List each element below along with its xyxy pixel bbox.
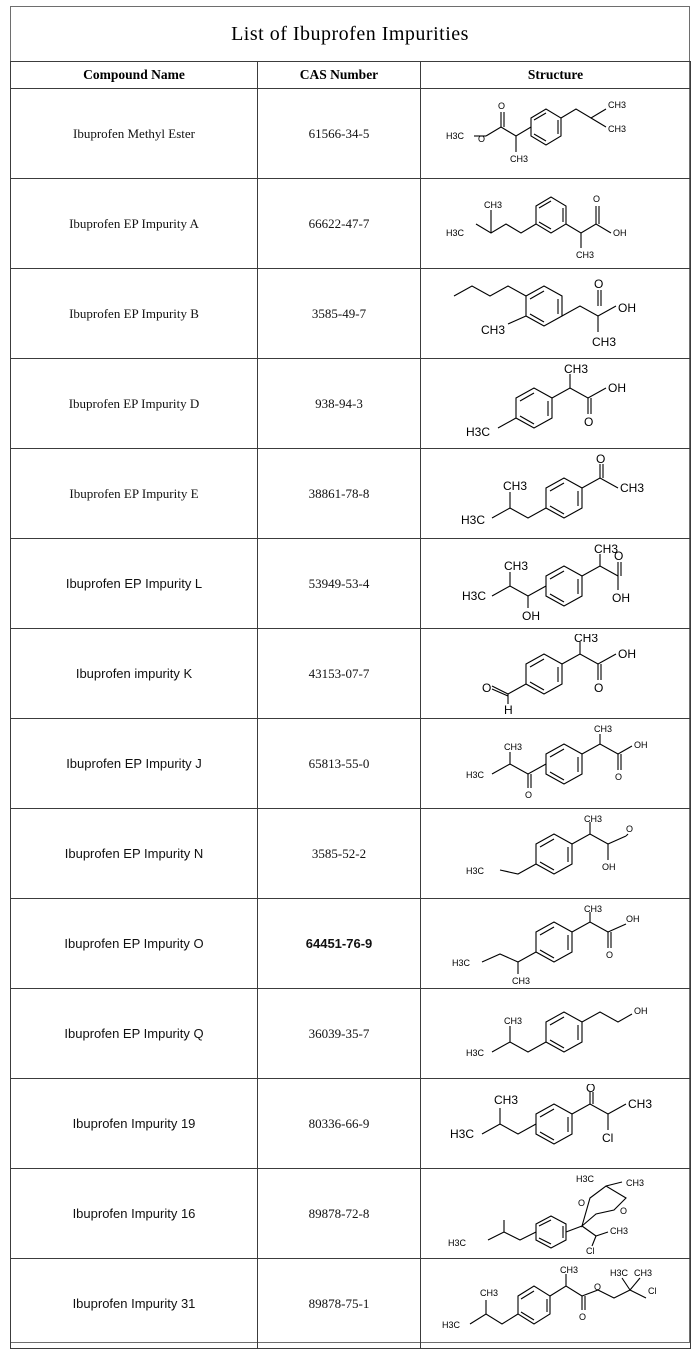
svg-text:CH3: CH3 [559,1264,578,1275]
column-header-cas-number: CAS Number [258,62,421,89]
compound-name: Ibuprofen impurity K [11,629,258,719]
svg-text:OH: OH [633,1005,647,1016]
svg-text:H3C: H3C [465,865,484,876]
cas-number: 66622-47-7 [258,179,421,269]
impurity-19-structure [426,1084,686,1164]
svg-text:CH3: CH3 [633,1267,652,1278]
svg-text:H3C: H3C [465,1047,484,1058]
svg-text:O: O [619,1205,627,1216]
structure-cell [421,1079,691,1169]
structure-cell [421,719,691,809]
structure-cell [421,539,691,629]
svg-text:H3C: H3C [460,512,485,527]
table-row [11,629,691,719]
svg-text:O: O [593,680,603,695]
svg-text:OH: OH [617,300,636,315]
impurity-31-structure [426,1264,686,1344]
svg-text:OH: OH [612,227,626,238]
svg-text:O: O [477,133,485,144]
svg-text:CH3: CH3 [503,558,528,573]
svg-text:O: O [481,680,491,695]
svg-text:Cl: Cl [647,1285,656,1296]
svg-text:CH3: CH3 [573,633,598,645]
compound-name: Ibuprofen EP Impurity N [11,809,258,899]
table-row [11,179,691,269]
svg-text:O: O [585,1083,595,1095]
structure-cell [421,1259,691,1349]
compound-name: Ibuprofen EP Impurity L [11,539,258,629]
svg-text:H: H [503,702,513,714]
compound-name: Ibuprofen EP Impurity J [11,719,258,809]
cas-number: 3585-52-2 [258,809,421,899]
svg-text:O: O [524,789,532,800]
svg-text:CH3: CH3 [619,480,644,495]
column-header-structure: Structure [421,62,691,89]
svg-text:H3C: H3C [445,227,464,238]
table-row [11,1079,691,1169]
structure-cell [421,449,691,539]
page-title: List of Ibuprofen Impurities [231,22,469,45]
svg-text:O: O [497,100,505,111]
cas-number: 65813-55-0 [258,719,421,809]
cas-number: 53949-53-4 [258,539,421,629]
svg-text:H3C: H3C [445,130,464,141]
svg-text:CH3: CH3 [503,741,522,752]
compound-name: Ibuprofen Impurity 16 [11,1169,258,1259]
svg-text:H3C: H3C [441,1319,460,1330]
svg-text:Cl: Cl [585,1245,594,1254]
svg-text:H3C: H3C [575,1173,594,1184]
svg-text:O: O [613,548,623,563]
impurity-l-structure [426,544,686,624]
impurities-table [10,61,691,1349]
table-row [11,1169,691,1259]
cas-number: 80336-66-9 [258,1079,421,1169]
svg-text:CH3: CH3 [593,723,612,734]
structure-cell [421,989,691,1079]
table-row [11,539,691,629]
compound-name: Ibuprofen EP Impurity A [11,179,258,269]
svg-text:CH3: CH3 [583,813,602,824]
cas-number: 938-94-3 [258,359,421,449]
structure-cell [421,269,691,359]
svg-text:OH: OH [625,913,639,924]
structure-cell [421,629,691,719]
svg-text:CH3: CH3 [583,903,602,914]
impurity-j-structure [426,724,686,804]
compound-name: Ibuprofen Impurity 31 [11,1259,258,1349]
table-row [11,989,691,1079]
structure-cell [421,809,691,899]
svg-text:O: O [592,193,600,204]
table-row [11,809,691,899]
impurity-n-structure [426,814,686,894]
cas-number: 64451-76-9 [258,899,421,989]
cas-number: 61566-34-5 [258,89,421,179]
svg-text:O: O [578,1311,586,1322]
svg-text:OH: OH [521,608,540,623]
svg-text:CH3: CH3 [607,123,626,134]
impurity-d-structure [426,364,686,444]
impurity-16-structure [426,1174,686,1254]
impurity-b-structure [426,274,686,354]
svg-text:CH3: CH3 [625,1177,644,1188]
svg-text:CH3: CH3 [479,1287,498,1298]
svg-text:O: O [614,771,622,782]
table-row [11,269,691,359]
svg-text:CH3: CH3 [502,478,527,493]
svg-text:CH3: CH3 [575,249,594,260]
svg-text:Cl: Cl [601,1130,613,1145]
cas-number: 89878-72-8 [258,1169,421,1259]
svg-text:OH: OH [611,590,630,605]
svg-text:CH3: CH3 [493,1092,518,1107]
svg-text:CH3: CH3 [591,334,616,349]
svg-text:H3C: H3C [449,1126,474,1141]
compound-name: Ibuprofen EP Impurity D [11,359,258,449]
svg-text:CH3: CH3 [627,1096,652,1111]
svg-text:CH3: CH3 [509,153,528,164]
cas-number: 89878-75-1 [258,1259,421,1349]
cas-number: 38861-78-8 [258,449,421,539]
structure-cell [421,359,691,449]
svg-text:CH3: CH3 [609,1225,628,1236]
compound-name: Ibuprofen EP Impurity O [11,899,258,989]
svg-text:H3C: H3C [461,588,486,603]
ibuprofen-methyl-ester-structure [426,94,686,174]
table-row [11,449,691,539]
impurity-e-structure [426,454,686,534]
svg-text:OH: OH [617,646,636,661]
svg-text:H3C: H3C [451,957,470,968]
impurity-q-structure [426,994,686,1074]
compound-name: Ibuprofen EP Impurity Q [11,989,258,1079]
svg-text:O: O [593,276,603,291]
structure-cell [421,899,691,989]
svg-text:OH: OH [607,380,626,395]
impurity-a-structure [426,184,686,264]
compound-name: Ibuprofen Impurity 19 [11,1079,258,1169]
svg-text:O: O [625,823,633,834]
compound-name: Ibuprofen EP Impurity B [11,269,258,359]
table-header-row [11,62,691,89]
compound-name: Ibuprofen EP Impurity E [11,449,258,539]
impurity-o-structure [426,904,686,984]
svg-text:O: O [593,1281,601,1292]
svg-text:H3C: H3C [609,1267,628,1278]
column-header-compound-name: Compound Name [11,62,258,89]
svg-text:O: O [605,949,613,960]
svg-text:O: O [577,1197,585,1208]
svg-text:OH: OH [633,739,647,750]
table-row [11,89,691,179]
svg-text:CH3: CH3 [480,322,505,337]
table-row [11,899,691,989]
svg-text:OH: OH [601,861,615,872]
svg-text:H3C: H3C [465,769,484,780]
svg-text:CH3: CH3 [607,99,626,110]
table-row [11,359,691,449]
svg-text:CH3: CH3 [503,1015,522,1026]
cas-number: 3585-49-7 [258,269,421,359]
svg-text:O: O [595,453,605,466]
compound-name: Ibuprofen Methyl Ester [11,89,258,179]
svg-text:H3C: H3C [465,424,490,439]
svg-text:CH3: CH3 [511,975,530,984]
structure-cell [421,179,691,269]
table-row [11,1259,691,1349]
impurity-k-structure [426,634,686,714]
cas-number: 36039-35-7 [258,989,421,1079]
svg-text:H3C: H3C [447,1237,466,1248]
table-row [11,719,691,809]
svg-text:CH3: CH3 [593,543,618,556]
structure-cell [421,89,691,179]
structure-cell [421,1169,691,1259]
svg-text:CH3: CH3 [483,199,502,210]
svg-text:O: O [583,414,593,429]
svg-text:CH3: CH3 [563,363,588,376]
cas-number: 43153-07-7 [258,629,421,719]
